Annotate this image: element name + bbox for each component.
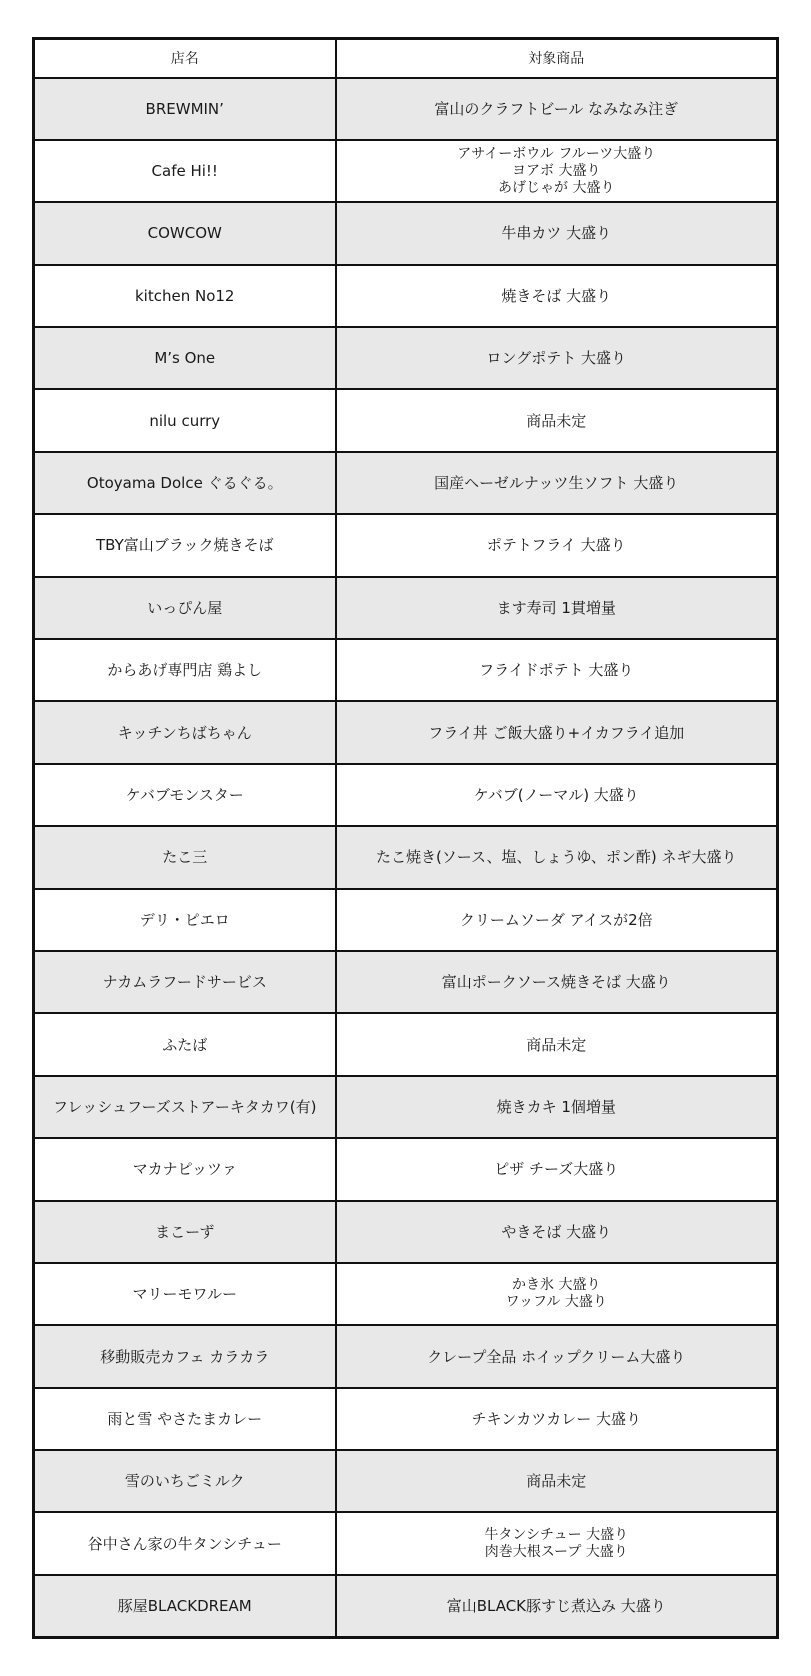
target-item-cell [336,639,778,701]
target-item-line: フライドポテト 大盛り [479,661,634,680]
target-item-line: クレープ全品 ホイップクリーム大盛り [427,1347,686,1366]
table-row [34,577,778,639]
shop-name-cell: BREWMIN’ [34,78,336,140]
shop-name-cell: マカナピッツァ [34,1138,336,1200]
table-row [34,389,778,451]
target-item-line: ロングポテト 大盛り [486,349,626,368]
target-item-line: 富山ポークソース焼きそば 大盛り [441,973,671,992]
target-item-line: 商品未定 [526,1035,587,1054]
target-item-line: ケバブ(ノーマル) 大盛り [473,785,639,804]
shop-name-cell: たこ三 [34,826,336,888]
table-row [34,140,778,202]
shop-name-cell: ふたば [34,1013,336,1075]
table-row [34,327,778,389]
target-item-line: 焼きカキ 1個増量 [496,1097,616,1116]
table-row [34,265,778,327]
table-row [34,951,778,1013]
menu-table [32,37,779,1639]
target-item-line: アサイーボウル フルーツ大盛り [457,145,656,162]
target-item-cell [336,265,778,327]
target-item-line: ポテトフライ 大盛り [486,536,626,555]
target-item-line: ヨアボ 大盛り [512,162,601,179]
table-row [34,514,778,576]
target-item-cell [336,1013,778,1075]
target-item-line: やきそば 大盛り [501,1222,612,1241]
header-target-item: 対象商品 [336,39,778,78]
target-item-line: 商品未定 [526,1472,587,1491]
target-item-line: ワッフル 大盛り [505,1294,607,1311]
shop-name-cell: 谷中さん家の牛タンシチュー [34,1512,336,1574]
table-row [34,1325,778,1387]
shop-name-cell: フレッシュフーズストアーキタカワ(有) [34,1076,336,1138]
target-item-cell [336,1201,778,1263]
target-item-line: あげじゃが 大盛り [498,179,615,196]
shop-name-cell: 豚屋BLACKDREAM [34,1575,336,1637]
shop-name-cell: ナカムラフードサービス [34,951,336,1013]
table-row [34,1201,778,1263]
shop-name-cell: Cafe Hi!! [34,140,336,202]
target-item-cell [336,327,778,389]
target-item-line: ピザ チーズ大盛り [494,1160,619,1179]
shop-name-cell: キッチンちばちゃん [34,701,336,763]
header-row [34,39,778,78]
table-row [34,1013,778,1075]
target-item-line: たこ焼き(ソース、塩、しょうゆ、ポン酢) ネギ大盛り [375,848,737,867]
target-item-line: ます寿司 1貫増量 [496,598,616,617]
table-row [34,1450,778,1512]
target-item-line: クリームソーダ アイスが2倍 [459,910,653,929]
table-row [34,826,778,888]
target-item-line: 商品未定 [526,411,587,430]
table-row [34,202,778,264]
target-item-cell [336,1450,778,1512]
target-item-line: 焼きそば 大盛り [501,286,612,305]
shop-name-cell: 移動販売カフェ カラカラ [34,1325,336,1387]
target-item-line: フライ丼 ご飯大盛り+イカフライ追加 [428,723,685,742]
target-item-cell [336,514,778,576]
shop-name-cell: TBY富山ブラック焼きそば [34,514,336,576]
table-row [34,1263,778,1325]
target-item-cell [336,764,778,826]
target-item-line: 牛串カツ 大盛り [501,224,612,243]
shop-name-cell: kitchen No12 [34,265,336,327]
target-item-line: 国産ヘーゼルナッツ生ソフト 大盛り [434,474,679,493]
shop-name-cell: Otoyama Dolce ぐるぐる。 [34,452,336,514]
table-row [34,701,778,763]
target-item-line: かき氷 大盛り [512,1277,601,1294]
target-item-cell [336,78,778,140]
target-item-cell [336,951,778,1013]
table-row [34,1575,778,1637]
target-item-line: チキンカツカレー 大盛り [471,1409,642,1428]
table-row [34,1138,778,1200]
target-item-cell [336,1076,778,1138]
table-row [34,1512,778,1574]
target-item-line: 肉巻大根スープ 大盛り [484,1543,628,1560]
target-item-cell [336,889,778,951]
target-item-line: 富山BLACK豚すじ煮込み 大盛り [446,1596,666,1615]
shop-name-cell: ケバブモンスター [34,764,336,826]
target-item-cell [336,1388,778,1450]
target-item-cell [336,202,778,264]
target-item-line: 富山のクラフトビール なみなみ注ぎ [434,99,679,118]
shop-name-cell: デリ・ピエロ [34,889,336,951]
shop-name-cell: いっぴん屋 [34,577,336,639]
target-item-cell [336,1263,778,1325]
table-row [34,889,778,951]
target-item-cell [336,577,778,639]
shop-name-cell: nilu curry [34,389,336,451]
shop-name-cell: マリーモワルー [34,1263,336,1325]
shop-name-cell: M’s One [34,327,336,389]
header-shop-name: 店名 [34,39,336,78]
target-item-cell [336,452,778,514]
shop-name-cell: 雨と雪 やさたまカレー [34,1388,336,1450]
target-item-line: 牛タンシチュー 大盛り [484,1526,629,1543]
target-item-cell [336,701,778,763]
target-item-cell [336,1138,778,1200]
table-row [34,1076,778,1138]
target-item-cell [336,1512,778,1574]
table-row [34,1388,778,1450]
target-item-cell [336,1575,778,1637]
target-item-cell [336,826,778,888]
shop-name-cell: 雪のいちごミルク [34,1450,336,1512]
target-item-cell [336,140,778,202]
shop-name-cell: まこーず [34,1201,336,1263]
target-item-cell [336,389,778,451]
table-row [34,764,778,826]
table-row [34,639,778,701]
shop-name-cell: からあげ専門店 鶏よし [34,639,336,701]
table-body [34,78,778,1638]
table-row [34,452,778,514]
table-row [34,78,778,140]
table-header [34,39,778,78]
shop-name-cell: COWCOW [34,202,336,264]
target-item-cell [336,1325,778,1387]
